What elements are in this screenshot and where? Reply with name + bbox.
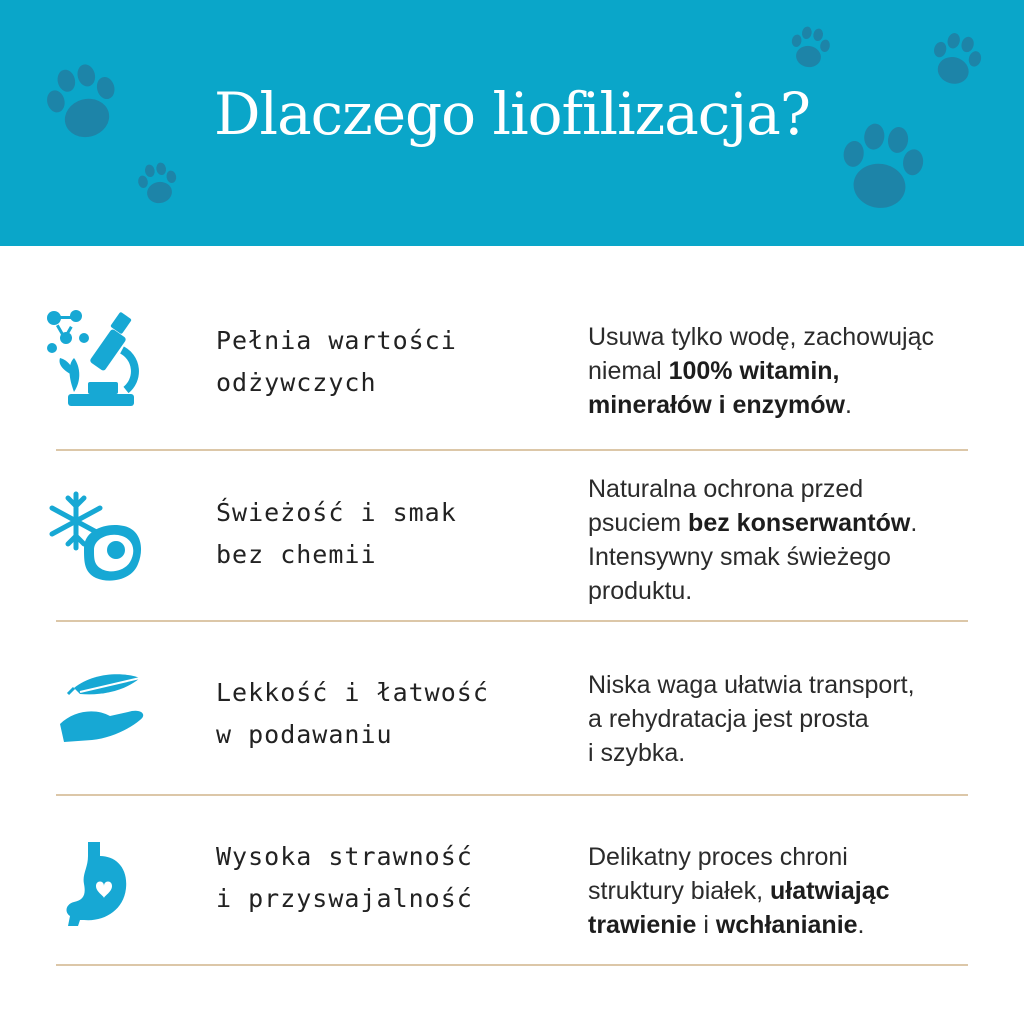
- page-title: Dlaczego liofilizacja?: [214, 80, 810, 148]
- divider: [56, 620, 968, 622]
- stomach-heart-icon: [44, 838, 154, 948]
- feature-title: bez chemii: [216, 540, 377, 569]
- text-run: Intensywny smak świeżego: [588, 543, 891, 571]
- description-line: [588, 540, 988, 574]
- snowflake-meat-icon: [44, 490, 154, 600]
- feature-description: [588, 840, 988, 942]
- feather-hand-icon: [44, 672, 154, 782]
- text-run: .: [910, 509, 918, 537]
- text-run: .: [845, 391, 852, 419]
- feature-title: Pełnia wartości: [216, 326, 457, 355]
- text-run: struktury białek,: [588, 877, 771, 905]
- text-run: Niska waga ułatwia transport,: [588, 671, 915, 699]
- header-banner: [0, 0, 1024, 246]
- text-run: produktu.: [588, 577, 693, 605]
- divider: [56, 964, 968, 966]
- feature-title: Wysoka strawność: [216, 842, 473, 871]
- text-run: psuciem: [588, 509, 689, 537]
- bold-text: trawienie: [588, 911, 697, 939]
- description-line: [588, 702, 988, 736]
- divider: [56, 449, 968, 451]
- text-run: i szybka.: [588, 739, 686, 767]
- bold-text: ułatwiając: [770, 877, 890, 905]
- description-line: [588, 354, 988, 388]
- microscope-icon: [44, 306, 154, 416]
- description-line: [588, 506, 988, 540]
- text-run: a rehydratacja jest prosta: [588, 705, 869, 733]
- feature-title: odżywczych: [216, 368, 377, 397]
- description-line: [588, 574, 988, 608]
- description-line: [588, 736, 988, 770]
- feature-description: [588, 472, 988, 608]
- text-run: Usuwa tylko wodę, zachowując: [588, 323, 934, 351]
- description-line: [588, 668, 988, 702]
- bold-text: 100% witamin,: [668, 357, 840, 385]
- paw-icon: [130, 156, 186, 212]
- feature-title: Świeżość i smak: [216, 498, 457, 527]
- feature-title: Lekkość i łatwość: [216, 678, 489, 707]
- text-run: Delikatny proces chroni: [588, 843, 848, 871]
- paw-icon: [782, 20, 838, 76]
- feature-title: i przyswajalność: [216, 884, 473, 913]
- bold-text: wchłanianie: [715, 911, 858, 939]
- text-run: i: [696, 911, 716, 939]
- bold-text: minerałów i enzymów: [588, 391, 846, 419]
- divider: [56, 794, 968, 796]
- text-run: niemal: [588, 357, 669, 385]
- description-line: [588, 908, 988, 942]
- text-run: Naturalna ochrona przed: [588, 475, 864, 503]
- description-line: [588, 388, 988, 422]
- text-run: .: [857, 911, 865, 939]
- description-line: [588, 840, 988, 874]
- description-line: [588, 472, 988, 506]
- bold-text: bez konserwantów: [688, 509, 911, 537]
- description-line: [588, 874, 988, 908]
- feature-title: w podawaniu: [216, 720, 393, 749]
- description-line: [588, 320, 988, 354]
- feature-description: [588, 320, 988, 422]
- feature-description: [588, 668, 988, 770]
